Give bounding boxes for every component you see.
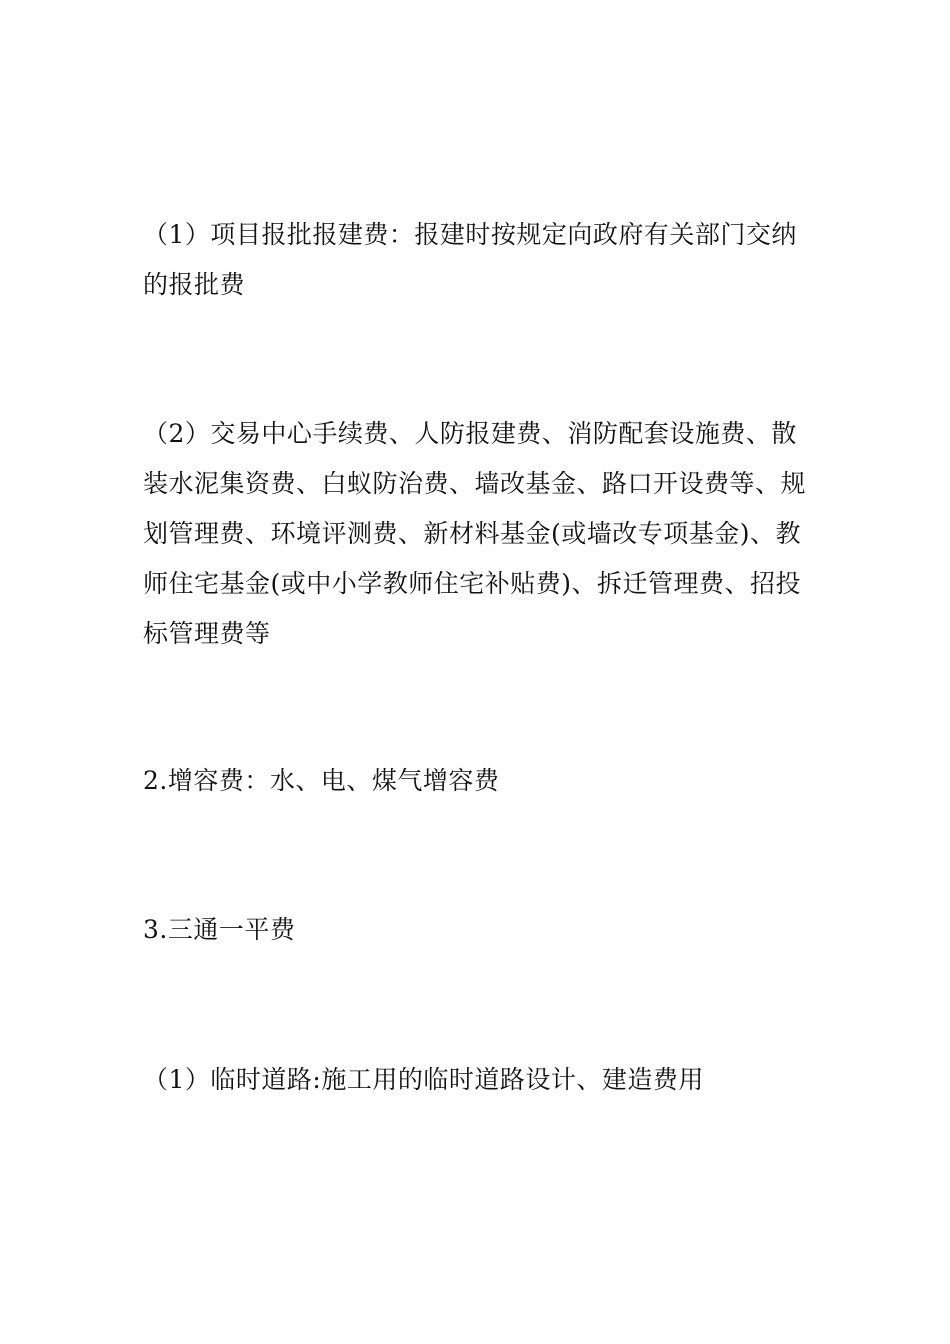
- paragraph-site-preparation-fee: 3.三通一平费: [143, 915, 296, 944]
- paragraph-project-approval-fee: （1）项目报批报建费：报建时按规定向政府有关部门交纳的报批费: [143, 220, 797, 299]
- paragraph-capacity-increase-fee: 2.增容费：水、电、煤气增容费: [143, 766, 500, 795]
- paragraph-fee-list: （2）交易中心手续费、人防报建费、消防配套设施费、散装水泥集资费、白蚁防治费、墙改基金、路口开设费等、规划管理费、环境评测费、新材料基金(或墙改专项基金)、教师住宅基金(或中小学教师住宅补贴费)、拆迁管理费、招投标管理费等: [143, 419, 807, 648]
- paragraph-temporary-road: （1）临时道路:施工用的临时道路设计、建造费用: [143, 1065, 704, 1094]
